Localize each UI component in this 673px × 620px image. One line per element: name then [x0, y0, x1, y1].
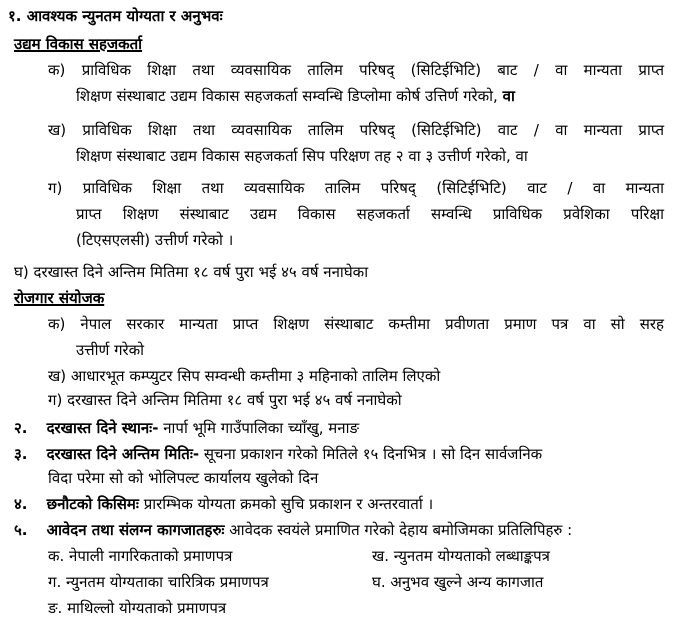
item-label: दरखास्त दिने अन्तिम मितिः- [46, 445, 200, 463]
numbered-item-application-place [14, 418, 359, 438]
item-number: ३. [14, 445, 28, 463]
item-label: छनौटको किसिमः [46, 495, 139, 513]
list-item-continuation: प्राप्त शिक्षण संस्थाबाट उद्यम विकास सहजकर्ता सम्वन्धि प्राविधिक प्रवेशिका परिक्षा [76, 205, 664, 223]
list-item-continuation [76, 86, 515, 106]
list-item-continuation: शिक्षण संस्थाबाट उद्यम विकास सहजकर्ता सिप परिक्षण तह २ वा ३ उत्तीर्ण गरेको, वा [76, 147, 528, 165]
section-title-employment-coordinator: रोजगार संयोजक [14, 289, 105, 307]
list-item: ख) आधारभूत कम्प्युटर सिप सम्वन्धी कम्तीमा ३ महिनाको तालिम लिएको [48, 367, 441, 385]
document-item: ग. न्युनतम योग्यताका चारित्रिक प्रमाणपत्र [48, 573, 269, 591]
item-number: २. [14, 419, 28, 437]
list-item-text: शिक्षण संस्थाबाट उद्यम विकास सहजकर्ता सम्वन्धि डिप्लोमा कोर्ष उत्तिर्ण गरेको, [76, 87, 498, 105]
list-item-bold-word: वा [502, 87, 515, 105]
list-item: ख) प्राविधिक शिक्षा तथा व्यवसायिक तालिम परिषद् (सिटिईभिटि) वाट / वा मान्यता प्राप्त [48, 121, 664, 139]
document-item: ङ. माथिल्लो योग्यताको प्रमाणपत्र [48, 599, 227, 617]
item-text: नार्पा भूमि गाउँपालिका च्याँखु, मनाङ [163, 419, 360, 437]
item-number: ४. [14, 495, 28, 513]
requirements-heading: १. आवश्यक न्युनतम योग्यता र अनुभवः [8, 7, 223, 25]
list-item: घ) दरखास्त दिने अन्तिम मितिमा १८ वर्ष पुरा भई ४५ वर्ष ननाघेका [14, 263, 369, 281]
item-label: आवेदन तथा संलग्न कागजातहरुः [46, 521, 225, 539]
item-text: आवेदक स्वयंले प्रमाणित गरेको देहाय बमोजिमका प्रतिलिपिहरु : [229, 521, 573, 539]
list-item-continuation: उत्तीर्ण गरेको [76, 341, 145, 359]
section-title-enterprise-facilitator: उद्यम विकास सहजकर्ता [14, 35, 143, 53]
list-item: क) नेपाल सरकार मान्यता प्राप्त शिक्षण संस्थाबाट कम्तीमा प्रवीणता प्रमाण पत्र वा सो सरह [48, 315, 664, 333]
list-item: क) प्राविधिक शिक्षा तथा व्यवसायिक तालिम परिषद् (सिटिईभिटि) बाट / वा मान्यता प्राप्त [48, 61, 664, 79]
item-text: प्रारम्भिक योग्यता क्रमको सुचि प्रकाशन र अन्तरवार्ता । [143, 495, 434, 513]
list-item-continuation: (टिएसएलसी) उत्तीर्ण गरेको । [76, 231, 234, 249]
numbered-item-deadline-continuation: विदा परेमा सो को भोलिपल्ट कार्यालय खुलेको दिन [48, 469, 319, 487]
numbered-item-deadline [14, 444, 542, 464]
numbered-item-selection-type [14, 494, 433, 514]
document-item: घ. अनुभव खुल्ने अन्य कागजात [372, 573, 544, 591]
document-item: ख. न्युनतम योग्यताको लब्धाङ्कपत्र [372, 547, 550, 565]
item-number: ५. [14, 521, 28, 539]
item-text: सूचना प्रकाशन गरेको मितिले १५ दिनभित्र । सो दिन सार्वजनिक [203, 445, 543, 463]
item-label: दरखास्त दिने स्थानः- [46, 419, 159, 437]
list-item: ग) दरखास्त दिने अन्तिम मितिमा १८ वर्ष पुरा भई ४५ वर्ष ननाघेको [48, 391, 402, 409]
document-item: क. नेपाली नागरिकताको प्रमाणपत्र [48, 547, 233, 565]
list-item: ग) प्राविधिक शिक्षा तथा व्यवसायिक तालिम परिषद् (सिटिईभिटि) वाट / वा मान्यता [48, 179, 664, 197]
numbered-item-documents [14, 520, 572, 540]
